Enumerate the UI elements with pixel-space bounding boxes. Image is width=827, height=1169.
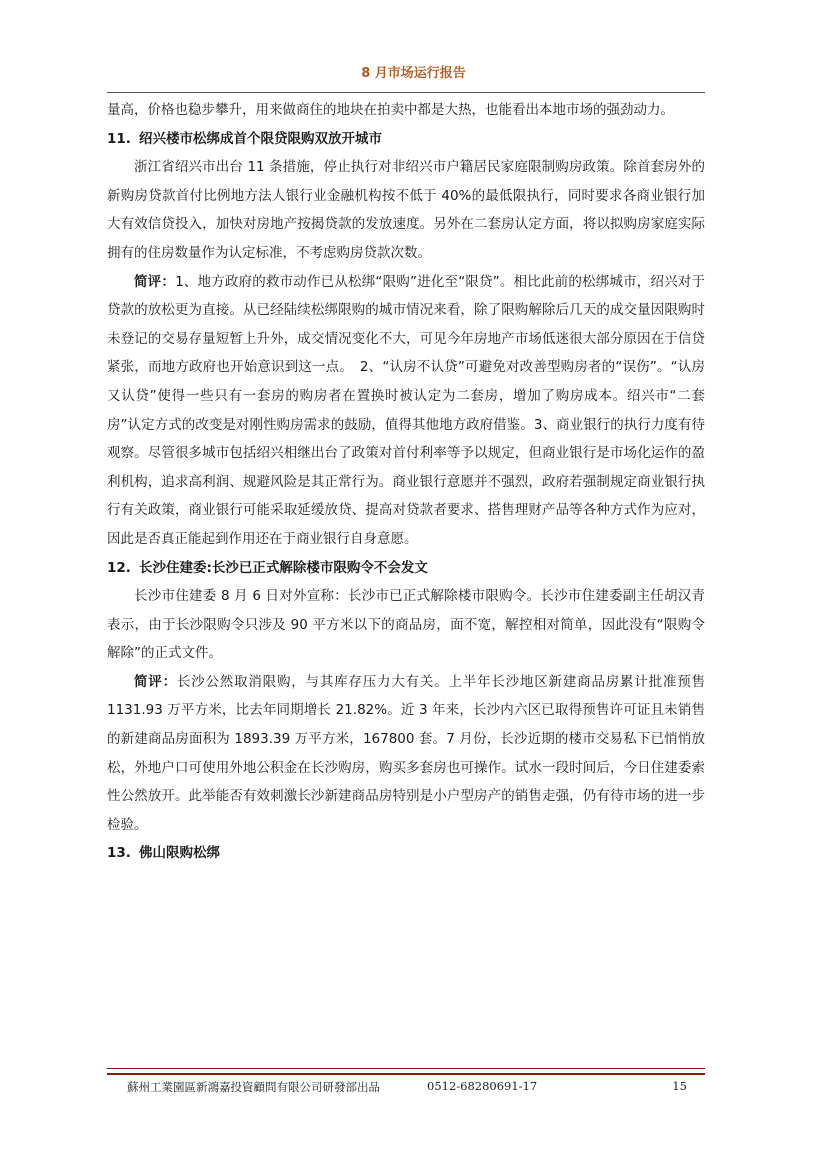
- section-heading-11: [107, 125, 705, 154]
- section-title: 长沙住建委:长沙已正式解除楼市限购令不会发文: [139, 559, 428, 576]
- comment-text: 长沙公然取消限购，与其库存压力大有关。上半年长沙地区新建商品房累计批准预售 1131.93 万平方米，比去年同期增长 21.82%。近 3 年来，长沙内六区已取得预售许可证且未销售的新建商品房面积为 1893.39 万平方米，167800 套。7 月份，长沙近期的楼市交易私下已悄悄放松，外地户口可使用外地公积金在长沙购房，购买多套房也可操作。试水一段时间后，今日住建委索性公然放开。此举能否有效刺激长沙新建商品房特别是小户型房产的销售走强，仍有待市场的进一步检验。: [107, 673, 706, 833]
- footer-phone: 0512-68280691-17: [427, 1079, 538, 1093]
- header-divider: [107, 92, 705, 93]
- section-number: 11.: [107, 130, 131, 147]
- section-12-comment: [107, 668, 705, 840]
- comment-label: 简评：: [134, 673, 177, 690]
- section-12-body: 长沙市住建委 8 月 6 日对外宣称：长沙市已正式解除楼市限购令。长沙市住建委副主任胡汉青表示，由于长沙限购令只涉及 90 平方米以下的商品房，面不宽，解控相对简单，因此没有“限购令解除”的正式文件。: [107, 588, 705, 662]
- section-title: 佛山限购松绑: [139, 845, 220, 862]
- section-heading-13: [107, 839, 705, 868]
- footer-divider-thin: [107, 1068, 705, 1069]
- section-11-comment: [107, 268, 705, 554]
- section-number: 12.: [107, 559, 131, 576]
- section-heading-12: [107, 554, 705, 583]
- footer-divider-thick: [107, 1073, 705, 1075]
- section-title: 绍兴楼市松绑成首个限贷限购双放开城市: [139, 130, 382, 147]
- intro-paragraph: 量高，价格也稳步攀升，用来做商住的地块在拍卖中都是大热，也能看出本地市场的强劲动力。: [107, 102, 674, 118]
- page-content: [107, 96, 705, 868]
- section-11-body: 浙江省绍兴市出台 11 条措施，停止执行对非绍兴市户籍居民家庭限制购房政策。除首套房外的新购房贷款首付比例地方法人银行业金融机构按不低于 40%的最低限执行，同时要求各商业银行加大有效信贷投入，加快对房地产按揭贷款的发放速度。另外在二套房认定方面，将以拟购房家庭实际拥有的住房数量作为认定标准，不考虑购房贷款次数。: [107, 159, 705, 261]
- footer-company: 蘇州工業園區新鴻嘉投資顧問有限公司研發部出品: [127, 1080, 380, 1094]
- comment-label: 简评：: [134, 273, 176, 290]
- comment-text: 1、地方政府的救市动作已从松绑“限购”进化至“限贷”。相比此前的松绑城市，绍兴对于贷款的放松更为直接。从已经陆续松绑限购的城市情况来看，除了限购解除后几天的成交量因限购时未登记的交易存量短暂上升外，成交情况变化不大，可见今年房地产市场低迷很大部分原因在于信贷紧张，而地方政府也开始意识到这一点。 2、“认房不认贷”可避免对改善型购房者的“误伤”。“认房又认贷”使得一些只有一套房的购房者在置换时被认定为二套房，增加了购房成本。绍兴市“二套房”认定方式的改变是对刚性购房需求的鼓励，值得其他地方政府借鉴。3、商业银行的执行力度有待观察。尽管很多城市包括绍兴相继出台了政策对首付利率等予以规定，但商业银行是市场化运作的盈利机构，追求高利润、规避风险是其正常行为。商业银行意愿并不强烈，政府若强制规定商业银行执行有关政策，商业银行可能采取延缓放贷、提高对贷款者要求、搭售理财产品等各种方式作为应对，因此是否真正能起到作用还在于商业银行自身意愿。: [107, 273, 705, 547]
- section-number: 13.: [107, 845, 131, 862]
- report-title: 8 月市场运行报告: [361, 66, 466, 81]
- page-number: 15: [672, 1079, 687, 1093]
